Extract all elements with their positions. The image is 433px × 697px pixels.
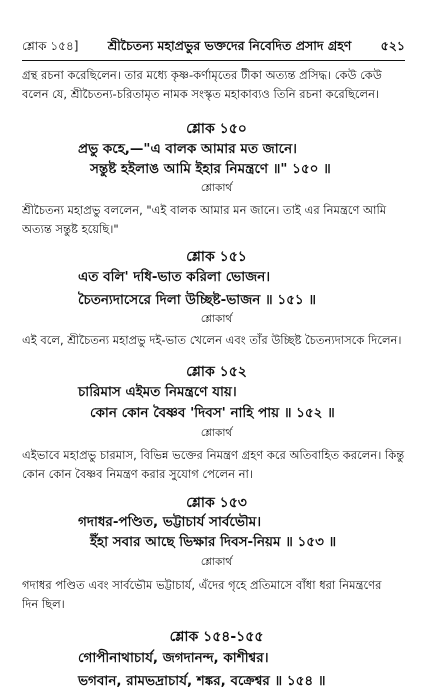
translation-heading: শ্লোকার্থ [200, 313, 233, 325]
verse-line: চৈতন্যদাসেরে দিলা উচ্ছিষ্ট-ভাজন ॥ ১৫১ ॥ [78, 292, 316, 308]
shloka-heading-150: শ্লোক ১৫০ [186, 121, 247, 137]
verse-line: ইঁহা সবার আছে ভিক্ষার দিবস-নিয়ম ॥ ১৫৩ ॥ [90, 534, 337, 550]
verse-line: কোন কোন বৈষ্ণব 'দিবস' নাহি পায় ॥ ১৫২ ॥ [90, 405, 335, 421]
running-header [22, 34, 405, 58]
verse-line: গদাধর-পণ্ডিত, ভট্টাচার্য সার্বভৌম। [78, 514, 262, 530]
translation-line: কোন কোন বৈষ্ণব নিমন্ত্রণ করার সুযোগ পেলেন না। [22, 467, 253, 481]
verse-line: এত বলি' দধি-ভাত করিলা ভোজন। [78, 269, 271, 285]
header-chapter-title: শ্রীচৈতন্য মহাপ্রভুর ভক্তদের নিবেদিত প্রসাদ গ্রহণ [107, 38, 352, 53]
header-rule [22, 60, 405, 61]
translation-line: গদাধর পণ্ডিত এবং সার্বভৌম ভট্টাচার্য, এঁদের গৃহে প্রতিমাসে বাঁধা ধরা নিমন্ত্রণের [22, 578, 382, 592]
verse-line: ভগবান, রামভদ্রাচার্য, শঙ্কর, বক্রেশ্বর ॥ ১৫৪ ॥ [78, 673, 326, 689]
translation-line: এইভাবে মহাপ্রভু চারমাস, বিভিন্ন ভক্তের নিমন্ত্রণ গ্রহণ করে অতিবাহিত করলেন। কিন্তু [22, 448, 405, 462]
header-page-number: ৫২১ [380, 38, 405, 53]
translation-line: শ্রীচৈতন্য মহাপ্রভু বললেন, "এই বালক আমার মন জানে। তাই এর নিমন্ত্রণে আমি [22, 203, 387, 217]
translation-line: এই বলে, শ্রীচৈতন্য মহাপ্রভু দই-ভাত খেলেন এবং তাঁর উচ্ছিষ্ট চৈতন্যদাসকে দিলেন। [22, 333, 402, 347]
translation-heading: শ্লোকার্থ [200, 427, 233, 439]
verse-line: গোপীনাথাচার্য, জগদানন্দ, কাশীশ্বর। [78, 650, 269, 666]
verse-line: সন্তুষ্ট হইলাঙ আমি ইহার নিমন্ত্রণে ॥" ১৫০ ॥ [90, 161, 331, 177]
header-verse-ref: শ্লোক ১৫৪] [22, 39, 79, 53]
intro-line: বলেন যে, শ্রীচৈতন্য-চরিতামৃত নামক সংস্কৃত মহাকাব্যও তিনি রচনা করেছিলেন। [22, 87, 380, 101]
shloka-heading-152: শ্লোক ১৫২ [186, 364, 247, 380]
translation-line: অত্যন্ত সন্তুষ্ট হয়েছি।" [22, 222, 119, 236]
translation-paragraph-152 [22, 446, 405, 484]
intro-paragraph [22, 66, 405, 104]
verse-line: চারিমাস এইমত নিমন্ত্রণে যায়। [78, 384, 237, 400]
translation-paragraph-150 [22, 201, 405, 239]
shloka-heading-154-155: শ্লোক ১৫৪-১৫৫ [169, 629, 264, 645]
translation-paragraph-153 [22, 576, 405, 614]
shloka-heading-153: শ্লোক ১৫৩ [186, 495, 247, 511]
translation-paragraph-151 [22, 331, 405, 350]
translation-line: দিন ছিল। [22, 597, 65, 611]
shloka-heading-151: শ্লোক ১৫১ [186, 249, 247, 265]
intro-line: গ্রন্থ রচনা করেছিলেন। তার মধ্যে কৃষ্ণ-কর্ণামৃতের টীকা অত্যন্ত প্রসিদ্ধ। কেউ কেউ [22, 68, 382, 82]
translation-heading: শ্লোকার্থ [200, 556, 233, 568]
verse-line: প্রভু কহে,—"এ বালক আমার মত জানে। [78, 141, 297, 157]
translation-heading: শ্লোকার্থ [200, 182, 233, 194]
